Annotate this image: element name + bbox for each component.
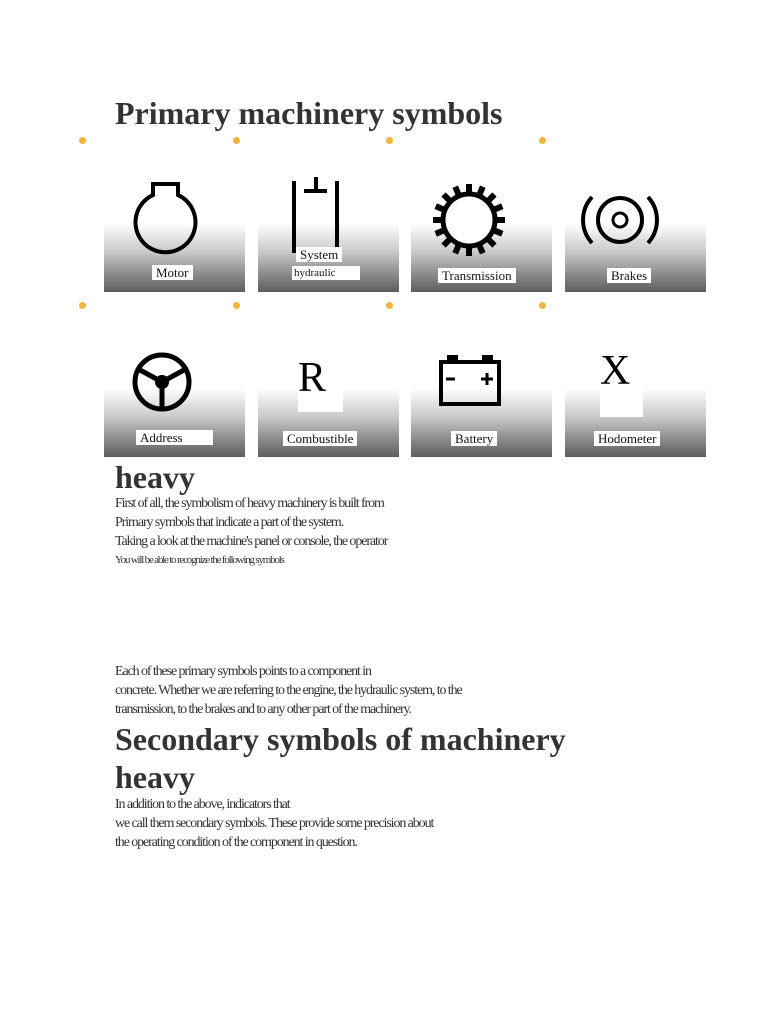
section-heading: heavy xyxy=(115,459,195,495)
page-title: Primary machinery symbols xyxy=(115,95,503,131)
symbol-label: Combustible xyxy=(283,431,357,446)
symbol-letter: R xyxy=(298,355,327,401)
symbol-tile-address xyxy=(104,332,245,457)
decor-dot xyxy=(233,137,240,144)
symbol-tile-hydraulic xyxy=(258,167,399,292)
text-line: Primary symbols that indicate a part of the system. xyxy=(115,515,344,530)
text-line: Each of these primary symbols points to a component in xyxy=(115,664,371,679)
paragraph-intro xyxy=(115,494,387,570)
decor-dot xyxy=(79,302,86,309)
symbol-tile-combustible xyxy=(258,332,399,457)
decor-dot xyxy=(539,137,546,144)
text-line: Taking a look at the machine's panel or console, the operator xyxy=(115,534,388,549)
symbol-tile-battery xyxy=(411,332,552,457)
symbol-label: Hodometer xyxy=(594,431,660,446)
text-line: the operating condition of the component in question. xyxy=(115,835,357,850)
text-line: First of all, the symbolism of heavy machinery is built from xyxy=(115,496,384,511)
symbol-label: Motor xyxy=(152,265,193,280)
text-line: In addition to the above, indicators that xyxy=(115,797,290,812)
symbol-label: Brakes xyxy=(607,268,651,283)
paragraph-secondary xyxy=(115,795,433,852)
symbol-tile-brakes xyxy=(565,167,706,292)
text-line: concrete. Whether we are referring to the engine, the hydraulic system, to the xyxy=(115,683,462,698)
text-line: we call them secondary symbols. These provide some precision about xyxy=(115,816,434,831)
symbol-label: Address xyxy=(136,430,213,445)
secondary-heading: Secondary symbols of machinery xyxy=(115,721,566,757)
decor-dot xyxy=(539,302,546,309)
text-line: transmission, to the brakes and to any other part of the machinery. xyxy=(115,702,411,717)
decor-dot xyxy=(386,302,393,309)
decor-dot xyxy=(386,137,393,144)
paragraph-components xyxy=(115,662,462,719)
symbol-tile-hodometer xyxy=(565,332,706,457)
text-line: You will be able to recognize the following symbols xyxy=(115,554,284,566)
symbol-label-secondary: hydraulic xyxy=(292,266,360,280)
symbol-label: Transmission xyxy=(438,268,516,283)
decor-dot xyxy=(79,137,86,144)
symbol-tile-motor xyxy=(104,167,245,292)
symbol-label: Battery xyxy=(451,431,497,446)
symbol-letter: X xyxy=(600,348,631,394)
secondary-heading-continued: heavy xyxy=(115,759,195,795)
symbol-tile-transmission xyxy=(411,167,552,292)
symbol-label: System xyxy=(296,247,342,262)
decor-dot xyxy=(233,302,240,309)
